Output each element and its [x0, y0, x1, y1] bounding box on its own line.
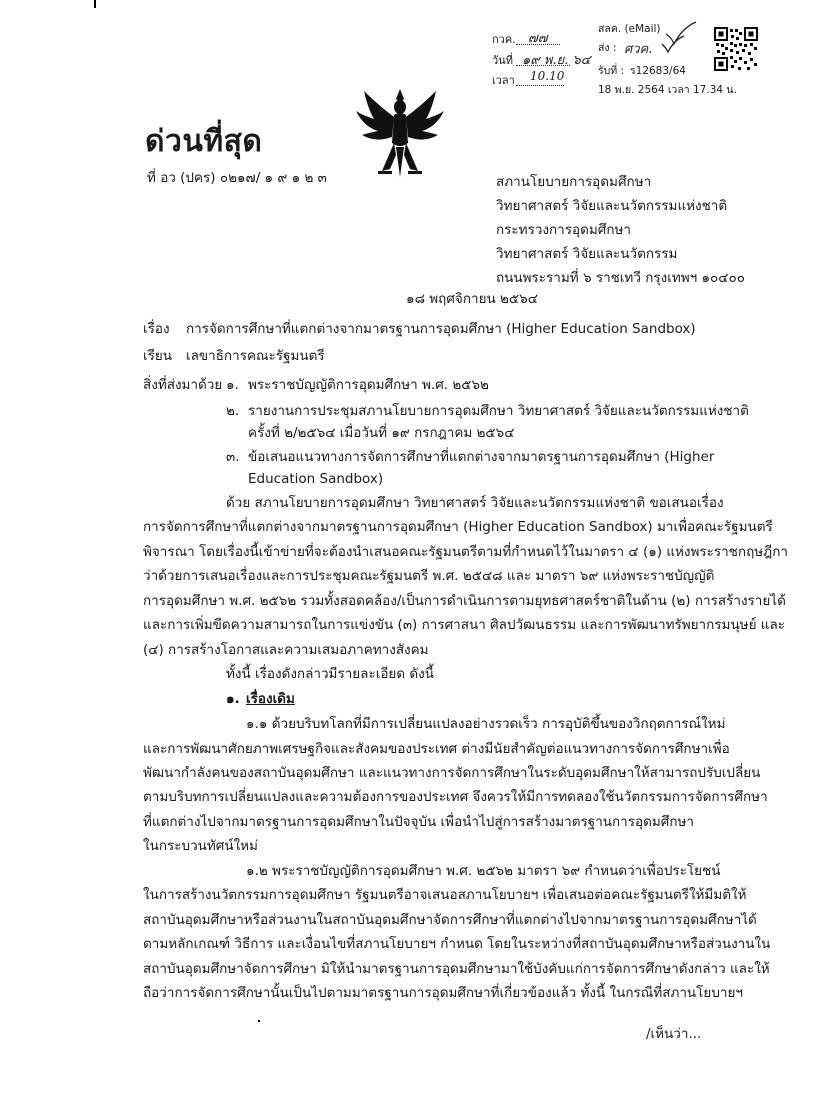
body-paragraph-1-line-3: พิจารณา โดยเรื่องนี้เข้าข่ายที่จะต้องนำเสนอคณะรัฐมนตรีตามที่กำหนดไว้ในมาตรา ๔ (๑) แห่งพระราชกฤษฎีกา [143, 544, 788, 560]
garuda-emblem-icon [352, 85, 448, 181]
sender-line-5: ถนนพระรามที่ ๖ ราชเทวี กรุงเทพฯ ๑๐๔๐๐ [496, 270, 745, 286]
enclosure-2-number: ๒. [226, 403, 240, 419]
letter-date: ๑๘ พฤศจิกายน ๒๕๖๔ [406, 291, 538, 307]
body-paragraph-1-line-5: การอุดมศึกษา พ.ศ. ๒๕๖๒ รวมทั้งสอดคล้อง/เป็นการดำเนินการตามยุทธศาสตร์ชาติในด้าน (๒) การสร้างรายได้ [143, 593, 786, 609]
body-paragraph-1-line-1: ด้วย สภานโยบายการอุดมศึกษา วิทยาศาสตร์ วิจัยและนวัตกรรมแห่งชาติ ขอเสนอเรื่อง [226, 495, 724, 511]
sender-line-2: วิทยาศาสตร์ วิจัยและนวัตกรรมแห่งชาติ [496, 198, 728, 214]
enclosure-1-text: พระราชบัญญัติการอุดมศึกษา พ.ศ. ๒๕๖๒ [248, 377, 489, 393]
enclosure-3-line-1: ข้อเสนอแนวทางการจัดการศึกษาที่แตกต่างจากมาตรฐานการอุดมศึกษา (Higher [248, 449, 715, 465]
stamp-receipt-label: รับที่ : [598, 65, 625, 77]
addressee-label: เรียน [143, 348, 173, 364]
stamp-date-value: ๑๙ พ.ย. ๖๔ [522, 53, 591, 68]
stamp-time-label: เวลา [492, 74, 515, 87]
section-1-2-line-1: ๑.๒ พระราชบัญญัติการอุดมศึกษา พ.ศ. ๒๕๖๒ มาตรา ๖๙ กำหนดว่าเพื่อประโยชน์ [246, 863, 721, 879]
section-1-2-line-3: สถาบันอุดมศึกษาหรือส่วนงานในสถาบันอุดมศึกษาจัดการศึกษาที่แตกต่างไปจากมาตรฐานการอุดมศึกษาได้ [143, 912, 757, 928]
reference-number: ที่ อว (ปคร) ๐๒๑๗/ ๑ ๙ ๑ ๒ ๓ [147, 170, 327, 186]
sender-line-4: วิทยาศาสตร์ วิจัยและนวัตกรรม [496, 246, 678, 262]
section-1-2-line-5: สถาบันอุดมศึกษาจัดการศึกษา มิให้นำมาตรฐานการอุดมศึกษามาใช้บังคับแก่การจัดการศึกษาดังกล่าว และให้ [143, 961, 770, 977]
enclosure-3-number: ๓. [226, 449, 240, 465]
stamp-received-no-value: ๗๗ [528, 31, 548, 46]
section-1-title: เรื่องเดิม [246, 691, 295, 707]
body-paragraph-1-line-6: และการเพิ่มขีดความสามารถในการแข่งขัน (๓) การศาสนา ศิลปวัฒนธรรม และการพัฒนาทรัพยากรมนุษย์ และ [143, 617, 785, 633]
enclosure-2-line-2: ครั้งที่ ๒/๒๕๖๔ เมื่อวันที่ ๑๙ กรกฎาคม ๒๕๖๔ [248, 425, 515, 441]
section-1-1-line-5: ที่แตกต่างไปจากมาตรฐานการอุดมศึกษาในปัจจุบัน เพื่อนำไปสู่การสร้างมาตรฐานการอุดมศึกษา [143, 814, 695, 830]
handwritten-check-icon [660, 34, 686, 54]
section-1-2-line-4: ตามหลักเกณฑ์ วิธีการ และเงื่อนไขที่สภานโยบายฯ กำหนด โดยในระหว่างที่สถาบันอุดมศึกษาหรือส่วนงานใน [143, 936, 771, 952]
body-paragraph-1-line-2: การจัดการศึกษาที่แตกต่างจากมาตรฐานการอุดมศึกษา (Higher Education Sandbox) มาเพื่อคณะรัฐมนตรี [143, 519, 773, 535]
body-paragraph-1-line-7: (๔) การสร้างโอกาสและความเสมอภาคทางสังคม [143, 642, 429, 658]
urgency-heading: ด่วนที่สุด [145, 124, 263, 159]
section-1-1-line-1: ๑.๑ ด้วยบริบทโลกที่มีการเปลี่ยนแปลงอย่างรวดเร็ว การอุบัติขึ้นของวิกฤตการณ์ใหม่ [246, 716, 726, 732]
stamp-email-label: สลค. (eMail) [598, 23, 661, 35]
scan-edge-mark [94, 0, 96, 8]
section-1-2-line-2: ในการสร้างนวัตกรรมการอุดมศึกษา รัฐมนตรีอาจเสนอสภานโยบายฯ เพื่อเสนอต่อคณะรัฐมนตรีให้มีมติให้ [143, 887, 747, 903]
stamp-send-value: ศวค. [624, 42, 653, 57]
body-paragraph-2: ทั้งนี้ เรื่องดังกล่าวมีรายละเอียด ดังนี้ [226, 666, 434, 682]
qr-code-icon [714, 27, 758, 71]
sender-line-1: สภานโยบายการอุดมศึกษา [496, 174, 652, 190]
section-1-2-line-6: ถือว่าการจัดการศึกษานั้นเป็นไปตามมาตรฐานการอุดมศึกษาที่เกี่ยวข้องแล้ว ทั้งนี้ ในกรณีที่สภานโยบายฯ [143, 985, 743, 1001]
section-1-1-line-6: ในกระบวนทัศน์ใหม่ [143, 838, 258, 854]
section-1-1-line-2: และการพัฒนาศักยภาพเศรษฐกิจและสังคมของประเทศ ต่างมีนัยสำคัญต่อแนวทางการจัดการศึกษาเพื่อ [143, 741, 730, 757]
stamp-received-datetime: 18 พ.ย. 2564 เวลา 17.34 น. [598, 84, 737, 96]
addressee-text: เลขาธิการคณะรัฐมนตรี [186, 348, 325, 364]
stamp-line-time [516, 85, 564, 86]
stamp-time-value: 10.10 [530, 69, 565, 83]
section-1-number: ๑. [226, 691, 240, 707]
subject-label: เรื่อง [143, 321, 170, 337]
stamp-line-no [516, 44, 560, 45]
continuation-marker: /เห็นว่า... [646, 1026, 702, 1042]
enclosures-label: สิ่งที่ส่งมาด้วย [143, 377, 223, 393]
body-paragraph-1-line-4: ว่าด้วยการเสนอเรื่องและการประชุมคณะรัฐมนตรี พ.ศ. ๒๕๔๘ และ มาตรา ๖๙ แห่งพระราชบัญญัติ [143, 568, 715, 584]
section-1-1-line-4: ตามบริบทการเปลี่ยนแปลงและความต้องการของประเทศ จึงควรให้มีการทดลองใช้นวัตกรรมการจัดการศึกษา [143, 789, 768, 805]
sender-address [496, 170, 745, 290]
subject-text: การจัดการศึกษาที่แตกต่างจากมาตรฐานการอุดมศึกษา (Higher Education Sandbox) [186, 321, 696, 337]
stamp-receipt-value: ร12683/64 [630, 65, 686, 77]
scan-dot-mark [258, 1020, 260, 1022]
section-1-1-line-3: พัฒนากำลังคนของสถาบันอุดมศึกษา และแนวทางการจัดการศึกษาในระดับอุดมศึกษาให้สามารถปรับเปลี่ยน [143, 765, 761, 781]
sender-line-3: กระทรวงการอุดมศึกษา [496, 222, 631, 238]
stamp-date-label: วันที่ [492, 54, 513, 67]
stamp-received-no-label: กวค. [492, 33, 516, 46]
enclosure-1-number: ๑. [226, 377, 239, 393]
stamp-send-label: ส่ง : [598, 42, 617, 54]
enclosure-3-line-2: Education Sandbox) [248, 471, 384, 487]
stamp-line-date [516, 65, 570, 66]
enclosure-2-line-1: รายงานการประชุมสภานโยบายการอุดมศึกษา วิทยาศาสตร์ วิจัยและนวัตกรรมแห่งชาติ [248, 403, 749, 419]
